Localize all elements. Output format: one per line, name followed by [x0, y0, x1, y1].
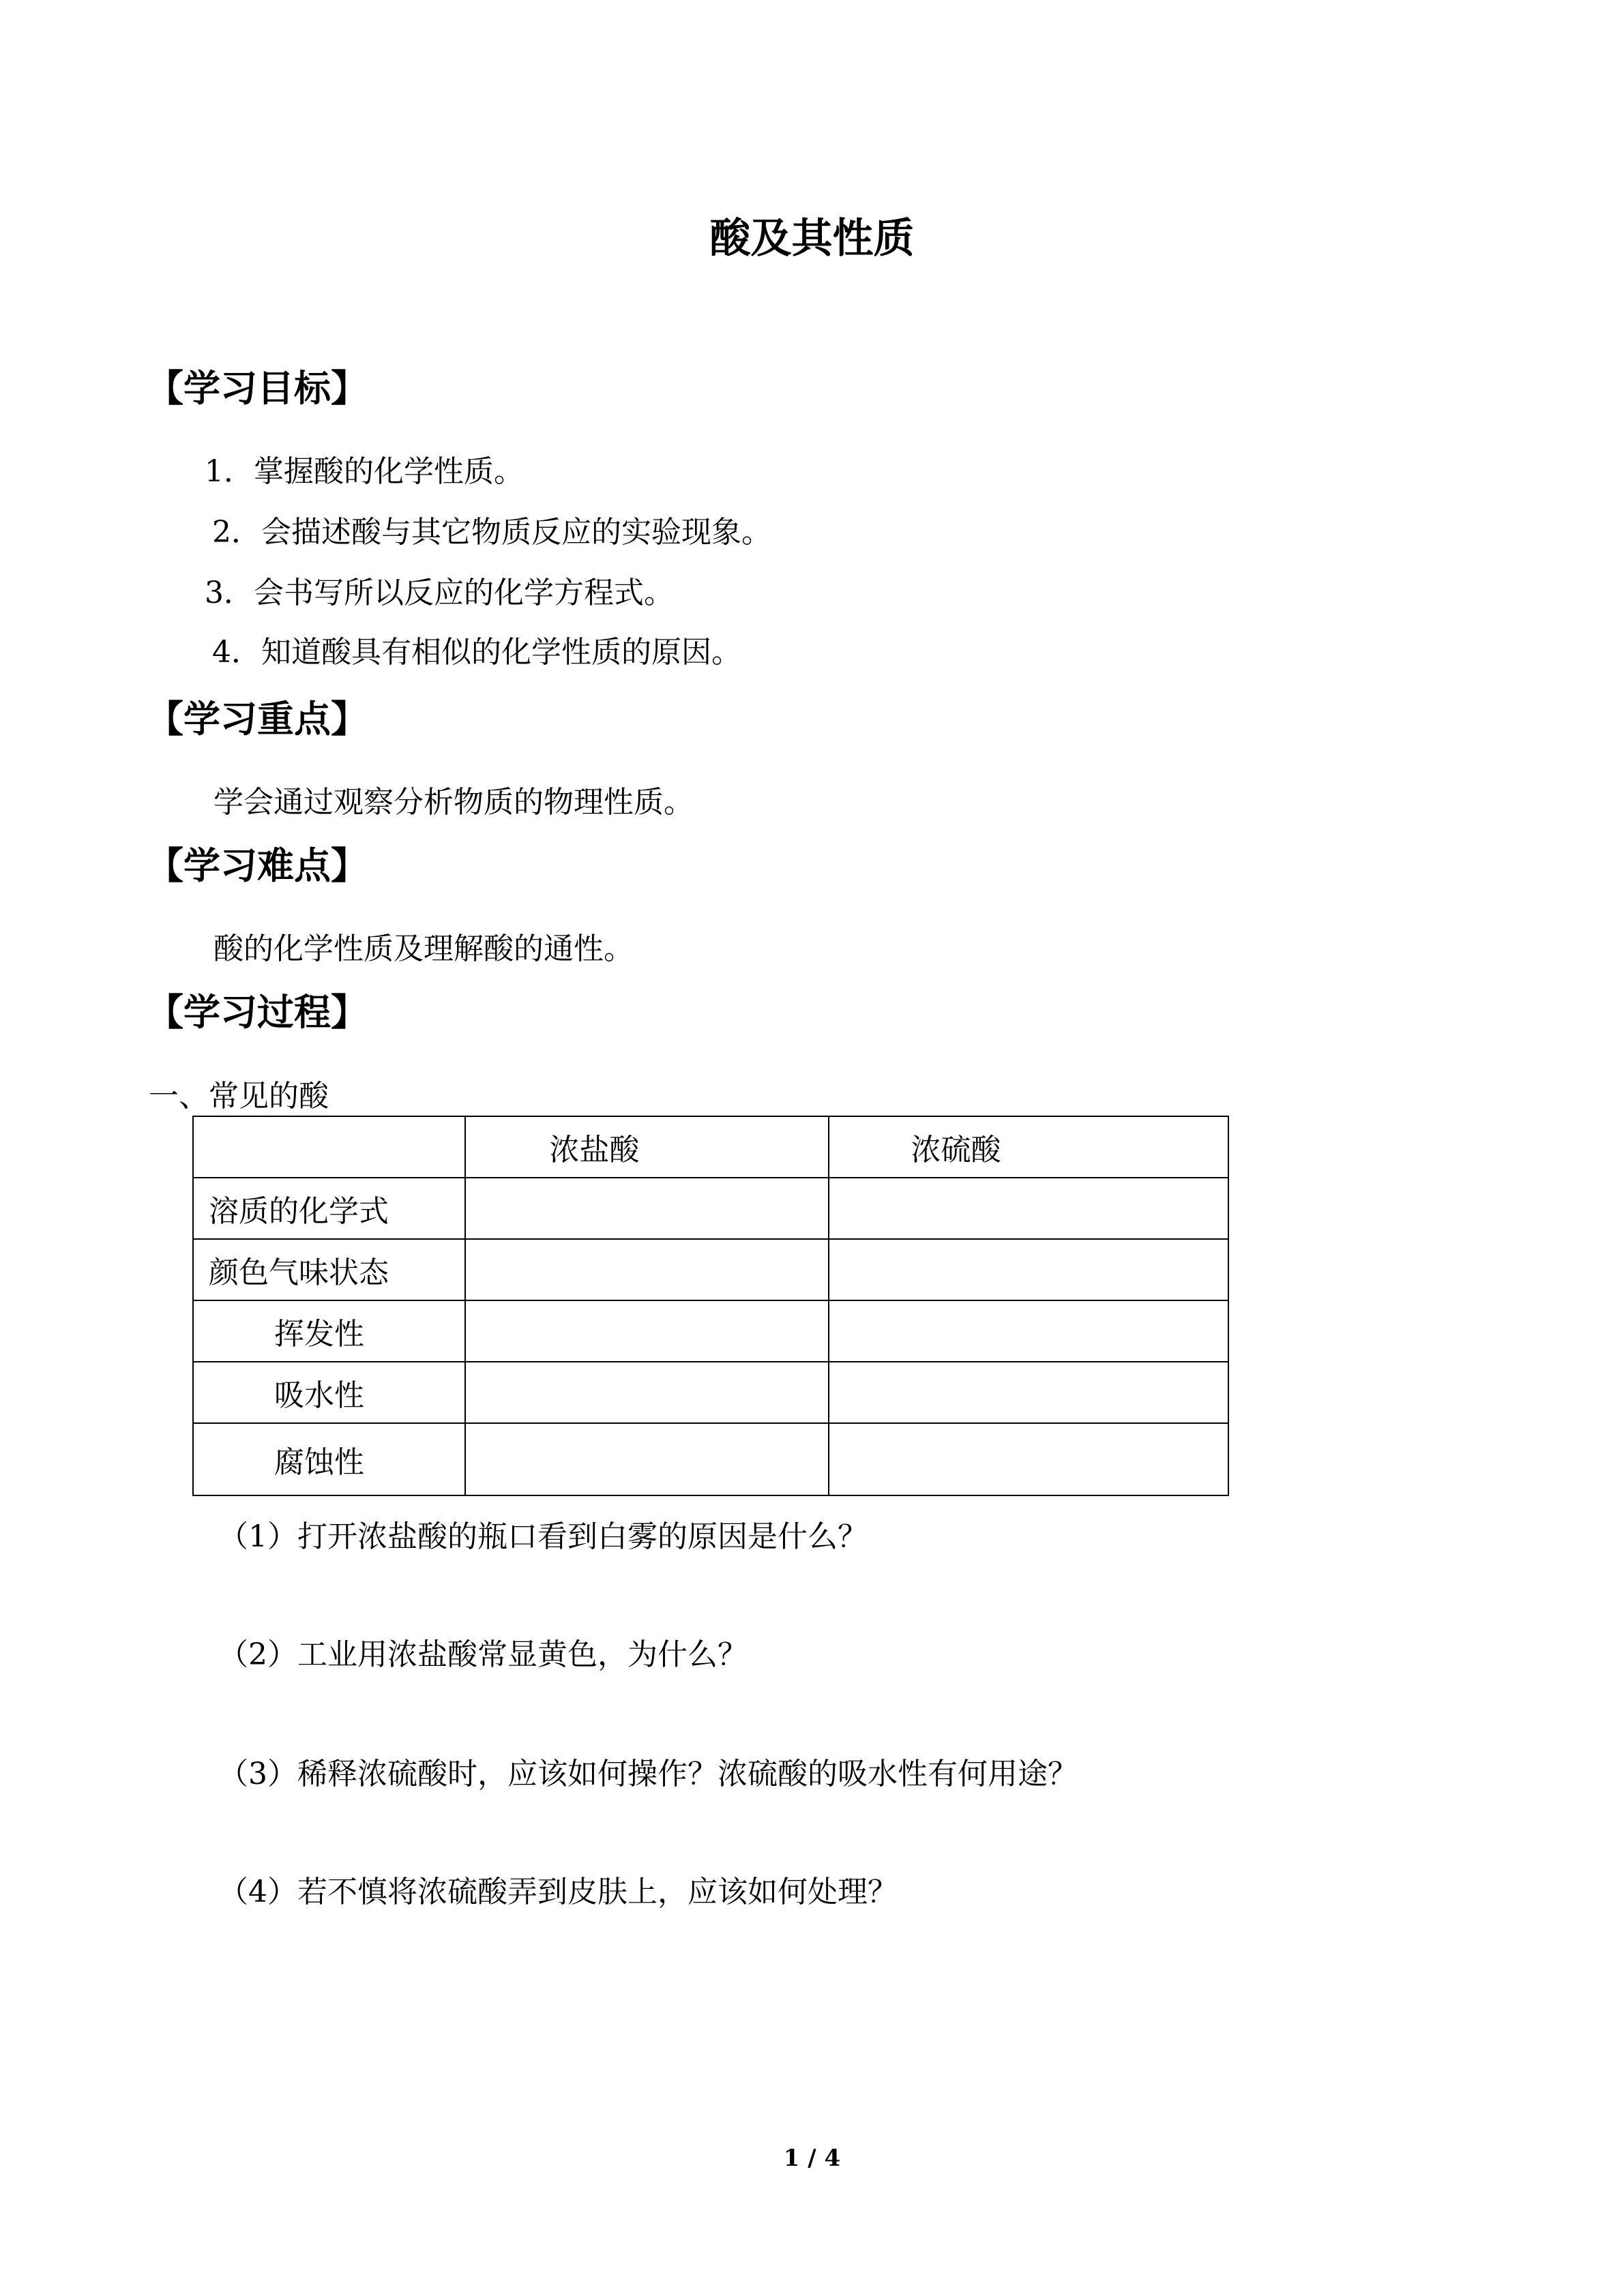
table-cell: [465, 1300, 828, 1362]
table-header-cell: [193, 1116, 465, 1178]
question-2: （2）工业用浓盐酸常显黄色，为什么？: [218, 1637, 748, 1672]
process-heading: 【学习过程】: [147, 991, 368, 1034]
section-common-acids: 一、常见的酸: [149, 1079, 329, 1114]
table-cell: [829, 1423, 1228, 1495]
table-header-hydrochloric: 浓盐酸: [465, 1116, 828, 1178]
table-cell: [465, 1239, 828, 1300]
difficulties-heading: 【学习难点】: [147, 844, 368, 887]
table-cell: [829, 1239, 1228, 1300]
table-row-label: 腐蚀性: [193, 1423, 465, 1495]
page-number: 1 / 4: [783, 2145, 841, 2172]
table-cell: [465, 1178, 828, 1239]
key-points-text: 学会通过观察分析物质的物理性质。: [213, 785, 694, 820]
table-cell: [829, 1178, 1228, 1239]
table-header-sulfuric: 浓硫酸: [829, 1116, 1228, 1178]
table-row: [193, 1178, 1228, 1239]
objective-item-4: 4．知道酸具有相似的化学性质的原因。: [212, 635, 741, 670]
objective-item-1: 1．掌握酸的化学性质。: [205, 454, 524, 489]
table-cell: [829, 1362, 1228, 1423]
difficulties-text: 酸的化学性质及理解酸的通性。: [213, 931, 634, 966]
question-4: （4）若不慎将浓硫酸弄到皮肤上，应该如何处理？: [218, 1875, 898, 1909]
table-row: [193, 1423, 1228, 1495]
table-cell: [465, 1423, 828, 1495]
table-cell: [829, 1300, 1228, 1362]
key-points-heading: 【学习重点】: [147, 698, 368, 741]
table-row-label: 颜色气味状态: [193, 1239, 465, 1300]
objective-item-2: 2．会描述酸与其它物质反应的实验现象。: [212, 515, 771, 550]
table-header-row: [193, 1116, 1228, 1178]
table-row: [193, 1362, 1228, 1423]
table-row-label: 挥发性: [193, 1300, 465, 1362]
table-row-label: 溶质的化学式: [193, 1178, 465, 1239]
page-title: 酸及其性质: [709, 215, 915, 263]
question-1: （1）打开浓盐酸的瓶口看到白雾的原因是什么？: [218, 1519, 868, 1554]
table-cell: [465, 1362, 828, 1423]
table-row: [193, 1300, 1228, 1362]
objective-item-3: 3．会书写所以反应的化学方程式。: [205, 576, 674, 610]
table-row: [193, 1239, 1228, 1300]
acid-properties-table: [192, 1116, 1229, 1496]
question-3: （3）稀释浓硫酸时，应该如何操作？浓硫酸的吸水性有何用途？: [218, 1757, 1078, 1791]
table-row-label: 吸水性: [193, 1362, 465, 1423]
objectives-heading: 【学习目标】: [147, 367, 368, 410]
